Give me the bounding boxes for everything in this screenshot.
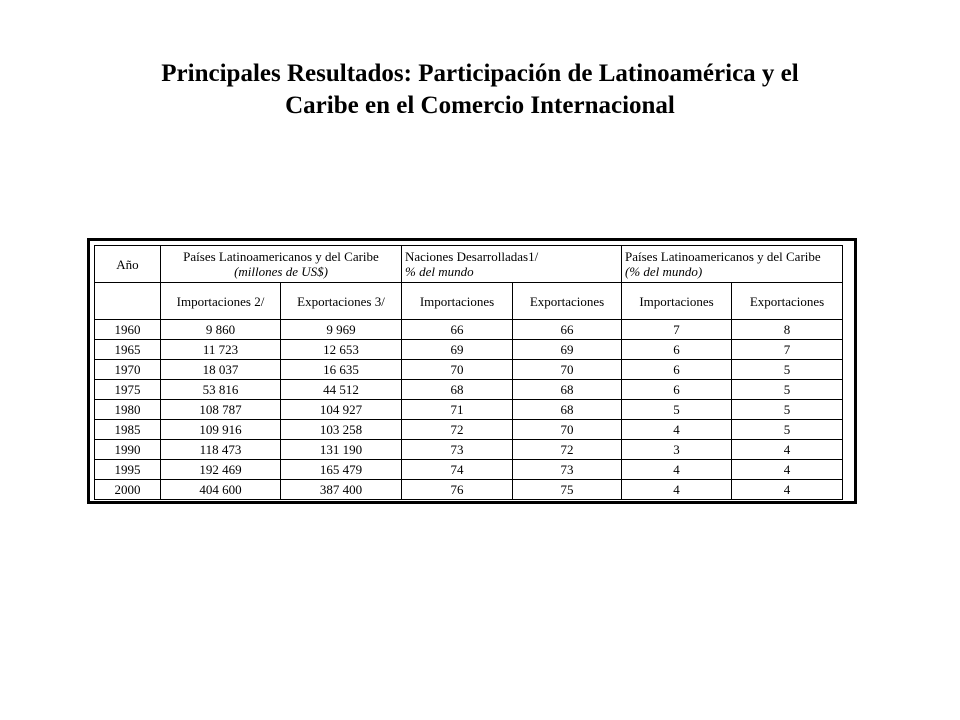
cell-developed-imports: 68 — [402, 380, 513, 400]
cell-latam-imports: 118 473 — [161, 440, 281, 460]
header-latam-percent-unit: (% del mundo) — [625, 264, 703, 279]
cell-latam-exports: 103 258 — [281, 420, 402, 440]
cell-developed-imports: 72 — [402, 420, 513, 440]
cell-developed-exports: 73 — [513, 460, 622, 480]
cell-latam-pct-exports: 7 — [732, 340, 843, 360]
table-row — [95, 400, 843, 420]
table-row — [95, 380, 843, 400]
cell-developed-imports: 71 — [402, 400, 513, 420]
header-developed-imports: Importaciones — [402, 283, 513, 320]
trade-table — [94, 245, 843, 500]
cell-latam-pct-exports: 4 — [732, 440, 843, 460]
cell-latam-exports: 104 927 — [281, 400, 402, 420]
cell-developed-exports: 68 — [513, 380, 622, 400]
title-line-2: Caribe en el Comercio Internacional — [285, 92, 675, 119]
cell-latam-exports: 9 969 — [281, 320, 402, 340]
cell-latam-exports: 165 479 — [281, 460, 402, 480]
cell-latam-pct-exports: 5 — [732, 360, 843, 380]
cell-year: 1970 — [95, 360, 161, 380]
table-row — [95, 460, 843, 480]
cell-developed-exports: 75 — [513, 480, 622, 500]
header-year: Año — [95, 246, 161, 283]
header-developed-nations-label: Naciones Desarrolladas1/ — [405, 249, 539, 264]
header-latam-pct-imports: Importaciones — [622, 283, 732, 320]
cell-year: 1975 — [95, 380, 161, 400]
header-latam-imports: Importaciones 2/ — [161, 283, 281, 320]
header-latam-millions — [161, 246, 402, 283]
table-row — [95, 320, 843, 340]
cell-latam-pct-exports: 4 — [732, 460, 843, 480]
cell-latam-exports: 44 512 — [281, 380, 402, 400]
table-frame — [87, 238, 857, 504]
header-latam-percent-label: Países Latinoamericanos y del Caribe — [625, 249, 821, 264]
cell-developed-imports: 69 — [402, 340, 513, 360]
cell-developed-imports: 66 — [402, 320, 513, 340]
cell-year: 1985 — [95, 420, 161, 440]
cell-latam-pct-imports: 5 — [622, 400, 732, 420]
cell-developed-exports: 70 — [513, 420, 622, 440]
table-row — [95, 440, 843, 460]
cell-latam-pct-imports: 3 — [622, 440, 732, 460]
header-developed-nations — [402, 246, 622, 283]
cell-year: 1980 — [95, 400, 161, 420]
cell-latam-imports: 109 916 — [161, 420, 281, 440]
header-latam-pct-exports: Exportaciones — [732, 283, 843, 320]
cell-developed-imports: 76 — [402, 480, 513, 500]
cell-latam-exports: 387 400 — [281, 480, 402, 500]
cell-latam-exports: 16 635 — [281, 360, 402, 380]
table-row — [95, 420, 843, 440]
header-latam-millions-label: Países Latinoamericanos y del Caribe — [183, 249, 379, 264]
header-row-2 — [95, 283, 843, 320]
header-latam-percent — [622, 246, 843, 283]
table-row — [95, 360, 843, 380]
cell-latam-imports: 11 723 — [161, 340, 281, 360]
cell-latam-imports: 18 037 — [161, 360, 281, 380]
header-empty-cell — [95, 283, 161, 320]
cell-developed-imports: 74 — [402, 460, 513, 480]
cell-year: 2000 — [95, 480, 161, 500]
cell-year: 1965 — [95, 340, 161, 360]
cell-latam-pct-imports: 7 — [622, 320, 732, 340]
cell-latam-exports: 12 653 — [281, 340, 402, 360]
cell-latam-pct-imports: 4 — [622, 480, 732, 500]
cell-latam-imports: 404 600 — [161, 480, 281, 500]
header-latam-millions-unit: (millones de US$) — [234, 264, 328, 279]
cell-developed-imports: 70 — [402, 360, 513, 380]
page-title — [40, 58, 920, 122]
cell-latam-pct-exports: 5 — [732, 380, 843, 400]
cell-developed-exports: 68 — [513, 400, 622, 420]
cell-year: 1960 — [95, 320, 161, 340]
cell-developed-exports: 69 — [513, 340, 622, 360]
cell-latam-pct-exports: 5 — [732, 420, 843, 440]
header-row-1 — [95, 246, 843, 283]
cell-latam-imports: 192 469 — [161, 460, 281, 480]
table-row — [95, 480, 843, 500]
cell-year: 1995 — [95, 460, 161, 480]
cell-developed-exports: 70 — [513, 360, 622, 380]
header-developed-nations-unit: % del mundo — [405, 264, 474, 279]
cell-developed-exports: 72 — [513, 440, 622, 460]
cell-latam-pct-exports: 4 — [732, 480, 843, 500]
cell-latam-pct-exports: 8 — [732, 320, 843, 340]
title-line-1: Principales Resultados: Participación de Latinoamérica y el — [161, 60, 799, 87]
header-latam-exports: Exportaciones 3/ — [281, 283, 402, 320]
cell-latam-imports: 9 860 — [161, 320, 281, 340]
cell-developed-exports: 66 — [513, 320, 622, 340]
cell-latam-imports: 53 816 — [161, 380, 281, 400]
cell-latam-pct-imports: 4 — [622, 460, 732, 480]
header-developed-exports: Exportaciones — [513, 283, 622, 320]
cell-latam-imports: 108 787 — [161, 400, 281, 420]
cell-latam-pct-imports: 6 — [622, 340, 732, 360]
cell-latam-pct-imports: 4 — [622, 420, 732, 440]
cell-year: 1990 — [95, 440, 161, 460]
table-row — [95, 340, 843, 360]
cell-developed-imports: 73 — [402, 440, 513, 460]
cell-latam-pct-imports: 6 — [622, 380, 732, 400]
cell-latam-pct-exports: 5 — [732, 400, 843, 420]
cell-latam-exports: 131 190 — [281, 440, 402, 460]
cell-latam-pct-imports: 6 — [622, 360, 732, 380]
